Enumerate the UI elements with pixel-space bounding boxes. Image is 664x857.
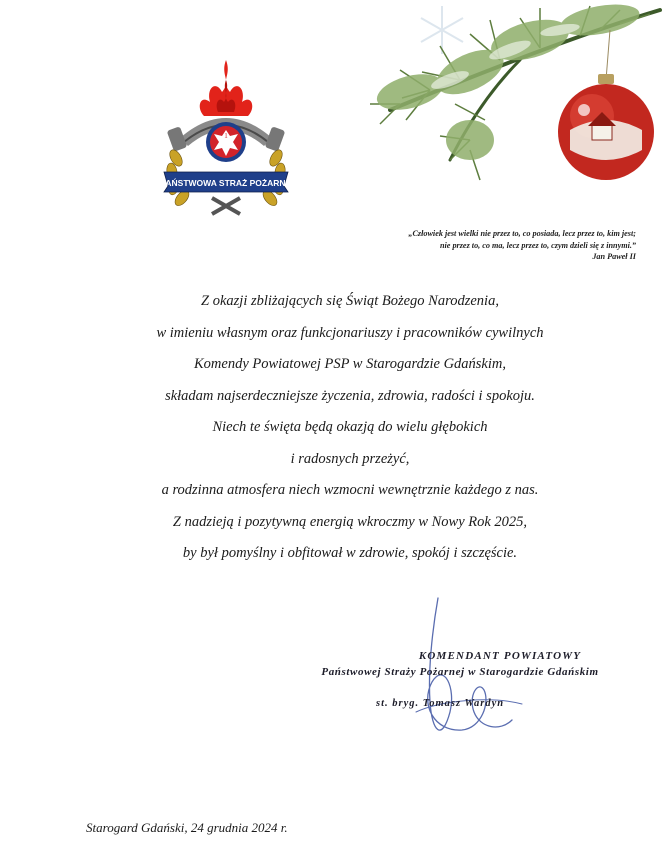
christmas-wishes-text [70,286,630,570]
wishes-line: Z nadzieją i pozytywną energią wkroczmy w Nowy Rok 2025, [172,513,528,530]
signature-block [250,650,664,678]
christmas-ornament-icon [558,74,654,180]
wishes-line: Komendy Powiatowej PSP w Starogardzie Gdańskim, [193,356,506,372]
christmas-branch-ornament-image [300,0,664,190]
quote-line: nie przez to, co ma, lecz przez to, czym dzieli się z innymi.” [439,240,636,250]
wishes-line: składam najserdeczniejsze życzenia, zdrowia, radości i spokoju. [165,387,535,404]
place-date: Starogard Gdański, 24 grudnia 2024 r. [86,820,288,835]
signatory-name: st. bryg. Tomasz Wardyn [376,698,505,709]
wishes-line: by był pomyślny i obfitował w zdrowie, spokój i szczęście. [182,545,518,561]
flame-icon [200,60,253,116]
quote-author: Jan Paweł II [592,252,636,261]
wishes-line: Z okazji zbliżających się Świąt Bożego Narodzenia, [201,293,499,309]
svg-text:1: 1 [224,132,228,140]
wishes-line: Niech te święta będą okazją do wielu głębokich [212,419,488,435]
wishes-line: w imieniu własnym oraz funkcjonariuszy i pracowników cywilnych [156,324,544,341]
quote-line: „Człowiek jest wielki nie przez to, co posiada, lecz przez to, kim jest; [408,229,636,238]
psp-emblem-logo [160,58,292,216]
signatory-title: KOMENDANT POWIATOWY [418,650,582,662]
wishes-line: a rodzinna atmosfera niech wzmocni wewnętrznie każdego z nas. [161,482,539,498]
wishes-line: i radosnych przeżyć, [290,450,410,467]
eagle-shield-icon [206,122,246,162]
signatory-organization: Państwowej Straży Pożarnej w Starogardzie Gdańskim [321,666,599,678]
banner [160,172,291,192]
quote-block [276,228,636,263]
svg-text:PAŃSTWOWA STRAŻ POŻARNA: PAŃSTWOWA STRAŻ POŻARNA [160,178,292,188]
